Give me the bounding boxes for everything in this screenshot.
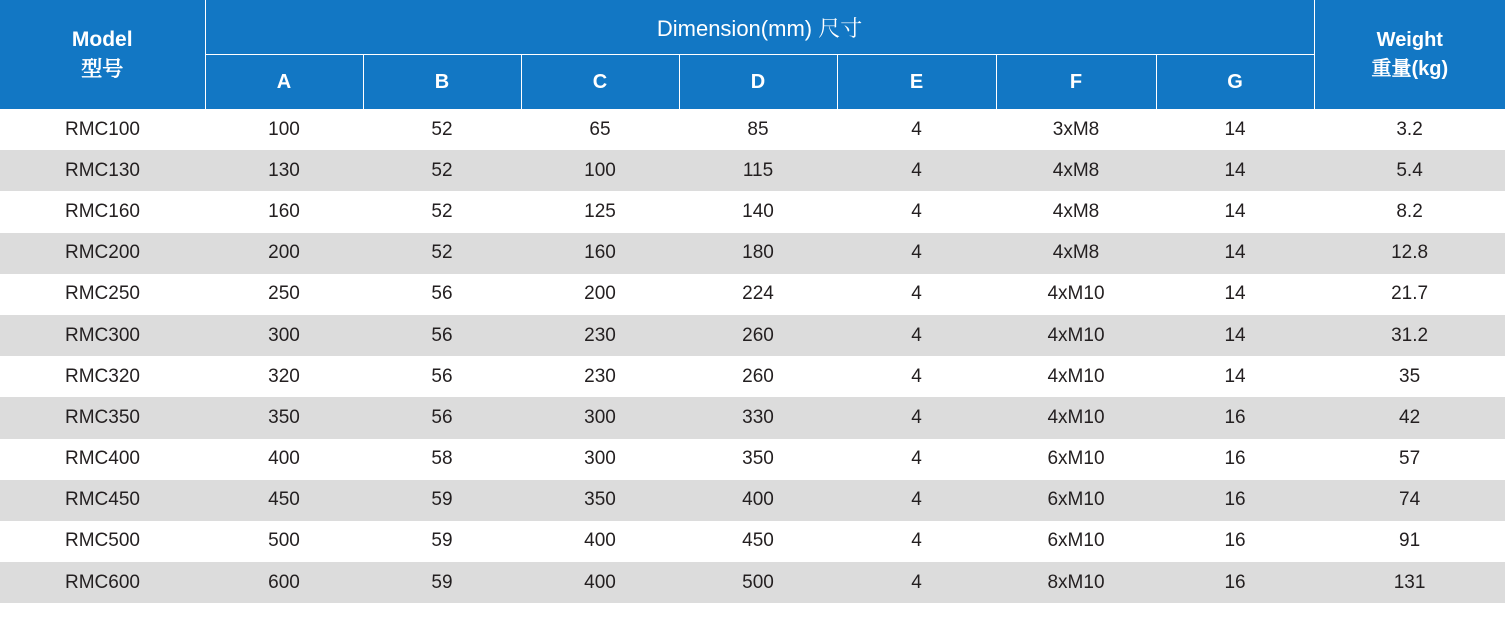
cell-g: 16 xyxy=(1156,397,1314,438)
cell-e: 4 xyxy=(911,365,922,387)
cell-b: 56 xyxy=(363,397,521,438)
cell-model: RMC350 xyxy=(0,397,205,438)
cell-g: 16 xyxy=(1156,480,1314,521)
cell-c: 100 xyxy=(521,150,679,191)
cell-model: RMC130 xyxy=(0,150,205,191)
cell-f: 4xM10 xyxy=(996,397,1156,438)
cell-f: 6xM10 xyxy=(1047,530,1105,552)
cell-model: RMC450 xyxy=(0,480,205,521)
cell-a: 100 xyxy=(268,118,300,140)
column-header-f: F xyxy=(996,55,1156,110)
cell-c: 300 xyxy=(584,448,616,470)
cell-f: 4xM10 xyxy=(1047,283,1105,305)
column-header-model-en: Model xyxy=(71,27,133,51)
cell-d: 330 xyxy=(679,397,837,438)
cell-a: 130 xyxy=(205,150,363,191)
cell-weight: 8.2 xyxy=(1396,200,1423,222)
cell-c: 200 xyxy=(584,283,616,305)
cell-a: 500 xyxy=(268,530,300,552)
cell-a: 600 xyxy=(205,562,363,603)
table-row xyxy=(0,109,1505,150)
cell-a: 160 xyxy=(268,200,300,222)
cell-weight: 91 xyxy=(1399,530,1421,552)
cell-c: 160 xyxy=(521,233,679,274)
cell-weight: 21.7 xyxy=(1391,283,1429,305)
cell-e: 4 xyxy=(837,397,996,438)
cell-f: 4xM8 xyxy=(1052,200,1100,222)
cell-e: 4 xyxy=(911,118,922,140)
cell-d: 85 xyxy=(747,118,769,140)
cell-model: RMC200 xyxy=(0,233,205,274)
column-header-b: B xyxy=(363,55,521,110)
cell-weight: 31.2 xyxy=(1314,315,1505,356)
table-row xyxy=(0,562,1505,603)
cell-c: 350 xyxy=(521,480,679,521)
cell-f: 6xM10 xyxy=(996,480,1156,521)
table-row xyxy=(0,480,1505,521)
table-body xyxy=(0,109,1505,603)
column-header-model-zh: 型号 xyxy=(81,57,124,81)
cell-f: 3xM8 xyxy=(1052,118,1100,140)
cell-weight: 12.8 xyxy=(1314,233,1505,274)
cell-weight: 131 xyxy=(1314,562,1505,603)
cell-e: 4 xyxy=(837,562,996,603)
table-row xyxy=(0,356,1505,397)
cell-model: RMC600 xyxy=(0,562,205,603)
cell-e: 4 xyxy=(911,448,922,470)
table-header xyxy=(0,0,1505,109)
cell-g: 16 xyxy=(1224,530,1246,552)
cell-a: 250 xyxy=(268,283,300,305)
cell-c: 65 xyxy=(589,118,611,140)
cell-d: 400 xyxy=(679,480,837,521)
cell-b: 58 xyxy=(431,448,453,470)
cell-model: RMC400 xyxy=(65,448,140,470)
cell-model: RMC250 xyxy=(65,283,140,305)
table-row xyxy=(0,315,1505,356)
header-row-sub xyxy=(0,55,1505,110)
table-row xyxy=(0,439,1505,480)
cell-c: 400 xyxy=(521,562,679,603)
cell-e: 4 xyxy=(837,315,996,356)
cell-g: 14 xyxy=(1224,200,1246,222)
cell-f: 8xM10 xyxy=(996,562,1156,603)
cell-f: 4xM10 xyxy=(1047,365,1105,387)
cell-a: 450 xyxy=(205,480,363,521)
cell-d: 115 xyxy=(679,150,837,191)
cell-e: 4 xyxy=(837,150,996,191)
cell-model: RMC160 xyxy=(65,200,140,222)
column-header-a: A xyxy=(205,55,363,110)
cell-g: 14 xyxy=(1156,315,1314,356)
cell-b: 59 xyxy=(431,530,453,552)
cell-b: 52 xyxy=(431,200,453,222)
cell-g: 14 xyxy=(1156,150,1314,191)
cell-a: 350 xyxy=(205,397,363,438)
cell-weight: 3.2 xyxy=(1396,118,1423,140)
cell-g: 14 xyxy=(1224,365,1246,387)
cell-d: 450 xyxy=(742,530,774,552)
cell-c: 300 xyxy=(521,397,679,438)
cell-f: 4xM10 xyxy=(996,315,1156,356)
cell-b: 59 xyxy=(363,562,521,603)
cell-d: 260 xyxy=(742,365,774,387)
table-row xyxy=(0,521,1505,562)
cell-g: 14 xyxy=(1156,233,1314,274)
table-row xyxy=(0,397,1505,438)
cell-c: 400 xyxy=(584,530,616,552)
column-header-weight-en: Weight xyxy=(1376,29,1443,52)
cell-a: 400 xyxy=(268,448,300,470)
table-row xyxy=(0,150,1505,191)
cell-g: 16 xyxy=(1156,562,1314,603)
cell-d: 500 xyxy=(679,562,837,603)
cell-a: 300 xyxy=(205,315,363,356)
column-header-weight xyxy=(1314,0,1505,109)
cell-e: 4 xyxy=(837,233,996,274)
column-header-weight-zh: 重量(kg) xyxy=(1371,57,1449,80)
cell-model: RMC500 xyxy=(65,530,140,552)
cell-f: 4xM8 xyxy=(996,150,1156,191)
cell-c: 125 xyxy=(584,200,616,222)
cell-b: 52 xyxy=(363,150,521,191)
cell-e: 4 xyxy=(911,530,922,552)
column-header-g: G xyxy=(1156,55,1314,110)
table-row xyxy=(0,233,1505,274)
cell-model: RMC320 xyxy=(65,365,140,387)
column-header-e: E xyxy=(837,55,996,110)
cell-weight: 57 xyxy=(1399,448,1421,470)
cell-d: 180 xyxy=(679,233,837,274)
cell-e: 4 xyxy=(911,200,922,222)
cell-d: 224 xyxy=(742,283,774,305)
cell-b: 56 xyxy=(431,283,453,305)
cell-weight: 42 xyxy=(1314,397,1505,438)
cell-g: 16 xyxy=(1224,448,1246,470)
cell-e: 4 xyxy=(911,283,922,305)
cell-c: 230 xyxy=(521,315,679,356)
cell-model: RMC100 xyxy=(65,118,140,140)
cell-b: 56 xyxy=(431,365,453,387)
cell-b: 56 xyxy=(363,315,521,356)
cell-weight: 35 xyxy=(1399,365,1421,387)
cell-b: 52 xyxy=(363,233,521,274)
cell-d: 140 xyxy=(742,200,774,222)
cell-b: 59 xyxy=(363,480,521,521)
cell-b: 52 xyxy=(431,118,453,140)
table-row xyxy=(0,274,1505,315)
header-row-top xyxy=(0,0,1505,55)
cell-d: 350 xyxy=(742,448,774,470)
cell-weight: 74 xyxy=(1314,480,1505,521)
column-header-d: D xyxy=(679,55,837,110)
column-header-dimension-group: Dimension(mm) 尺寸 xyxy=(205,0,1314,55)
cell-e: 4 xyxy=(837,480,996,521)
cell-d: 260 xyxy=(679,315,837,356)
cell-a: 200 xyxy=(205,233,363,274)
cell-model: RMC300 xyxy=(0,315,205,356)
cell-f: 4xM8 xyxy=(996,233,1156,274)
cell-g: 14 xyxy=(1224,283,1246,305)
cell-f: 6xM10 xyxy=(1047,448,1105,470)
cell-weight: 5.4 xyxy=(1314,150,1505,191)
cell-a: 320 xyxy=(268,365,300,387)
table-row xyxy=(0,191,1505,232)
cell-g: 14 xyxy=(1224,118,1246,140)
column-header-c: C xyxy=(521,55,679,110)
column-header-model xyxy=(0,0,205,109)
cell-c: 230 xyxy=(584,365,616,387)
